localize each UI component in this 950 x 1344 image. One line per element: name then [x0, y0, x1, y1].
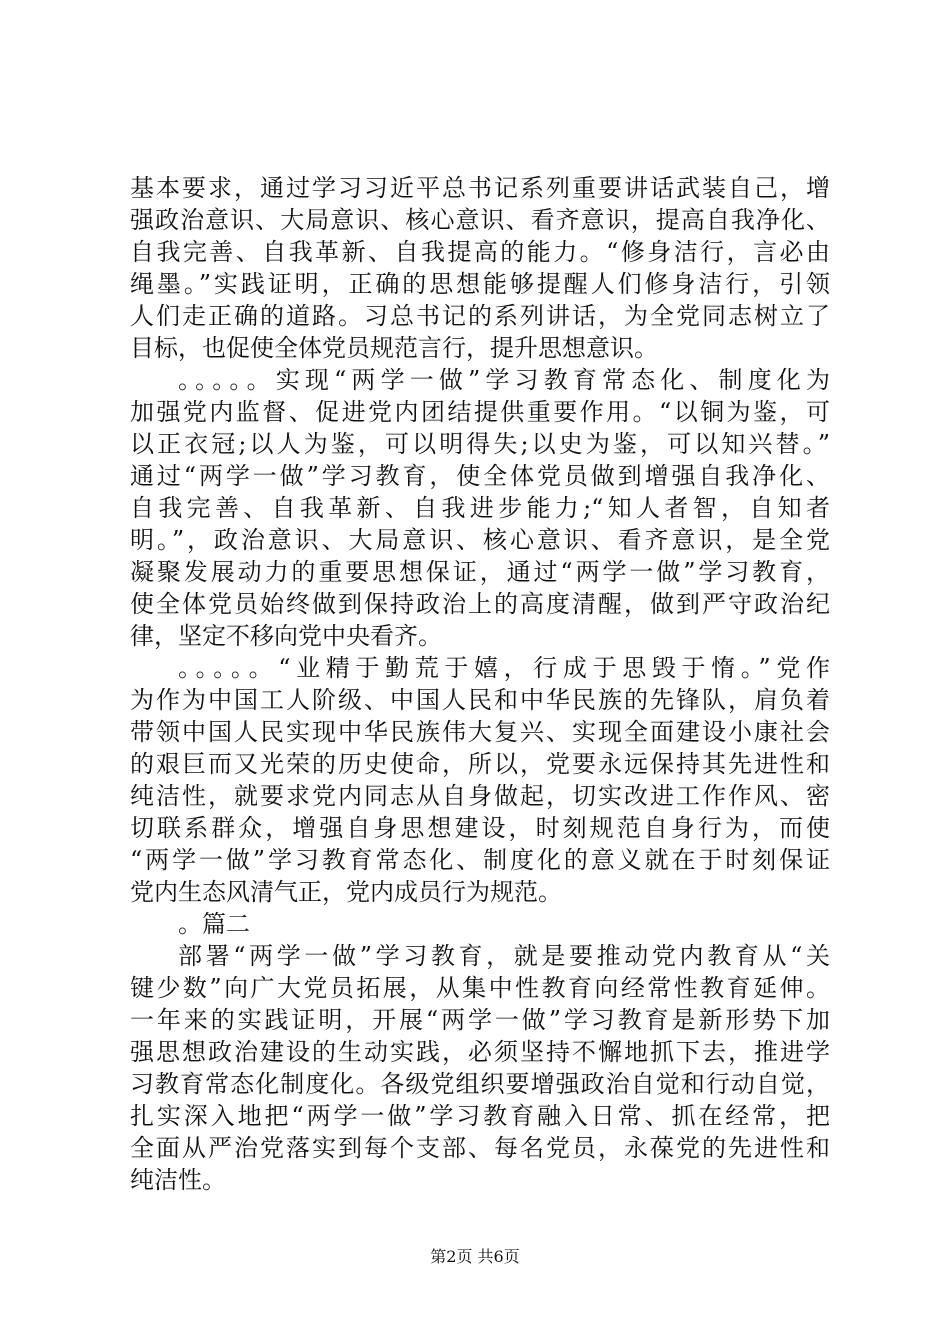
section-heading: [130, 908, 830, 940]
text-line: 凝聚发展动力的重要思想保证，通过“两学一做”学习教育，: [130, 558, 830, 586]
section-heading-text: 。篇二: [178, 910, 250, 938]
text-line: 为作为中国工人阶级、中国人民和中华民族的先锋队，肩负着: [130, 686, 830, 714]
text-line: 基本要求，通过学习习近平总书记系列重要讲话武装自己，增: [130, 174, 830, 202]
text-line: 切联系群众，增强自身思想建设，时刻规范自身行为，而使: [130, 814, 830, 842]
text-line: 习教育常态化制度化。各级党组织要增强政治自觉和行动自觉，: [130, 1070, 830, 1098]
text-line: 纯洁性。: [130, 1166, 226, 1194]
text-line: 。。。。。实现“两学一做”学习教育常态化、制度化为: [178, 366, 830, 394]
text-line: 绳墨。”实践证明，正确的思想能够提醒人们修身洁行，引领: [130, 270, 830, 298]
text-line: 键少数”向广大党员拓展，从集中性教育向经常性教育延伸。: [130, 974, 830, 1002]
paragraph-3: [130, 652, 830, 908]
text-line: 使全体党员始终做到保持政治上的高度清醒，做到严守政治纪: [130, 590, 830, 618]
text-line: 部署“两学一做”学习教育，就是要推动党内教育从“关: [178, 942, 830, 970]
text-line: 全面从严治党落实到每个支部、每名党员，永葆党的先进性和: [130, 1134, 830, 1162]
text-line: 扎实深入地把“两学一做”学习教育融入日常、抓在经常，把: [130, 1102, 830, 1130]
text-line: 以正衣冠;以人为鉴，可以明得失;以史为鉴，可以知兴替。”: [130, 430, 830, 458]
text-line: 。。。。。“业精于勤荒于嬉，行成于思毁于惰。”党作: [178, 654, 830, 682]
text-line: 强政治意识、大局意识、核心意识、看齐意识，提高自我净化、: [130, 206, 830, 234]
paragraph-4: [130, 940, 830, 1196]
text-line: 党内生态风清气正，党内成员行为规范。: [130, 878, 562, 906]
text-line: 律，坚定不移向党中央看齐。: [130, 622, 442, 650]
text-line: 目标，也促使全体党员规范言行，提升思想意识。: [130, 334, 658, 362]
paragraph-1: [130, 172, 830, 364]
text-line: 自我完善、自我革新、自我进步能力;“知人者智，自知者: [130, 494, 830, 522]
text-line: 一年来的实践证明，开展“两学一做”学习教育是新形势下加: [130, 1006, 830, 1034]
text-line: 加强党内监督、促进党内团结提供重要作用。“以铜为鉴，可: [130, 398, 830, 426]
page-number-label: 第2页 共6页: [430, 1247, 520, 1266]
text-line: 纯洁性，就要求党内同志从自身做起，切实改进工作作风、密: [130, 782, 830, 810]
text-line: 的艰巨而又光荣的历史使命，所以，党要永远保持其先进性和: [130, 750, 830, 778]
text-line: 明。”，政治意识、大局意识、核心意识、看齐意识，是全党: [130, 526, 830, 554]
text-line: 人们走正确的道路。习总书记的系列讲话，为全党同志树立了: [130, 302, 830, 330]
paragraph-2: [130, 364, 830, 652]
text-line: “两学一做”学习教育常态化、制度化的意义就在于时刻保证: [130, 846, 830, 874]
text-line: 通过“两学一做”学习教育，使全体党员做到增强自我净化、: [130, 462, 830, 490]
page-footer: [0, 1247, 950, 1267]
text-line: 自我完善、自我革新、自我提高的能力。“修身洁行，言必由: [130, 238, 830, 266]
text-line: 强思想政治建设的生动实践，必须坚持不懈地抓下去，推进学: [130, 1038, 830, 1066]
document-body: [130, 172, 830, 1196]
text-line: 带领中国人民实现中华民族伟大复兴、实现全面建设小康社会: [130, 718, 830, 746]
